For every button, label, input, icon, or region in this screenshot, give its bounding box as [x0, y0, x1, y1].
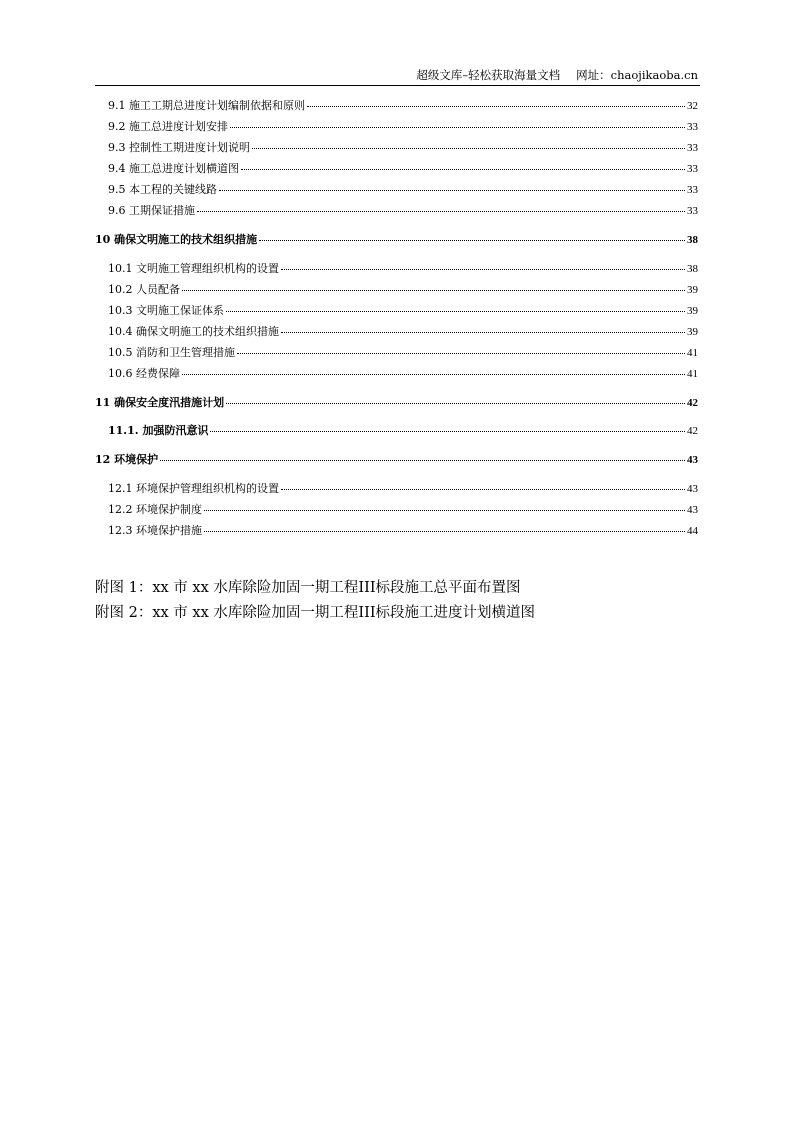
- toc-entry-page: 39: [687, 305, 698, 317]
- toc-entry-10-6[interactable]: [108, 367, 698, 381]
- toc-entry-9-1[interactable]: [108, 99, 698, 113]
- page-header: [95, 64, 700, 86]
- toc-chapter-page: 38: [687, 234, 698, 246]
- toc-entry-10-2[interactable]: [108, 283, 698, 297]
- header-site-name: 超级文库–轻松获取海量文档: [416, 68, 561, 82]
- toc-entry-page: 43: [687, 504, 698, 516]
- dot-leader: [252, 148, 685, 149]
- toc-entry-title: 12.3 环境保护措施: [108, 524, 202, 537]
- toc-entry-10-1[interactable]: [108, 262, 698, 276]
- toc-chapter-10[interactable]: [95, 233, 698, 247]
- toc-entry-title: 9.3 控制性工期进度计划说明: [108, 141, 250, 154]
- toc-entry-title: 10.2 人员配备: [108, 283, 180, 296]
- dot-leader: [219, 190, 685, 191]
- toc-entry-title: 10.4 确保文明施工的技术组织措施: [108, 325, 279, 338]
- toc-entry-12-1[interactable]: [108, 482, 698, 496]
- dot-leader: [230, 127, 685, 128]
- dot-leader: [307, 106, 685, 107]
- dot-leader: [281, 269, 685, 270]
- toc-entry-9-4[interactable]: [108, 162, 698, 176]
- dot-leader: [182, 290, 685, 291]
- toc-entry-title: 9.2 施工总进度计划安排: [108, 120, 228, 133]
- dot-leader: [259, 240, 685, 241]
- toc-entry-10-5[interactable]: [108, 346, 698, 360]
- header-url: 网址：chaojikaoba.cn: [576, 68, 698, 82]
- toc-chapter-12[interactable]: [95, 453, 698, 467]
- dot-leader: [182, 374, 685, 375]
- dot-leader: [160, 460, 685, 461]
- toc-entry-page: 32: [687, 100, 698, 112]
- toc-entry-page: 33: [687, 121, 698, 133]
- toc-entry-page: 42: [687, 425, 698, 437]
- toc-entry-9-3[interactable]: [108, 141, 698, 155]
- toc-entry-page: 43: [687, 483, 698, 495]
- toc-entry-10-4[interactable]: [108, 325, 698, 339]
- toc-entry-title: 10.6 经费保障: [108, 367, 180, 380]
- toc-entry-title: 11.1. 加强防汛意识: [108, 424, 209, 437]
- toc-entry-9-6[interactable]: [108, 204, 698, 218]
- dot-leader: [197, 211, 685, 212]
- dot-leader: [226, 403, 685, 404]
- toc-entry-title: 9.5 本工程的关键线路: [108, 183, 217, 196]
- annex-figure-2: 附图 2：xx 市 xx 水库除险加固一期工程III标段施工进度计划横道图: [95, 605, 536, 621]
- toc-entry-page: 41: [687, 347, 698, 359]
- toc-entry-11-1[interactable]: [108, 424, 698, 438]
- dot-leader: [210, 431, 685, 432]
- annex-figure-1: 附图 1：xx 市 xx 水库除险加固一期工程III标段施工总平面布置图: [95, 580, 521, 596]
- toc-entry-title: 12.2 环境保护制度: [108, 503, 202, 516]
- toc-chapter-title: 12 环境保护: [95, 453, 159, 466]
- toc-entry-title: 10.1 文明施工管理组织机构的设置: [108, 262, 279, 275]
- toc-entry-page: 33: [687, 163, 698, 175]
- toc-entry-page: 33: [687, 184, 698, 196]
- toc-entry-9-5[interactable]: [108, 183, 698, 197]
- toc-entry-page: 39: [687, 284, 698, 296]
- toc-entry-title: 10.3 文明施工保证体系: [108, 304, 224, 317]
- dot-leader: [226, 311, 685, 312]
- toc-entry-title: 9.1 施工工期总进度计划编制依据和原则: [108, 99, 305, 112]
- toc-entry-12-2[interactable]: [108, 503, 698, 517]
- dot-leader: [281, 489, 685, 490]
- toc-entry-page: 39: [687, 326, 698, 338]
- toc-entry-title: 9.4 施工总进度计划横道图: [108, 162, 239, 175]
- dot-leader: [281, 332, 685, 333]
- toc-entry-title: 10.5 消防和卫生管理措施: [108, 346, 235, 359]
- toc-entry-10-3[interactable]: [108, 304, 698, 318]
- toc-entry-9-2[interactable]: [108, 120, 698, 134]
- toc-entry-12-3[interactable]: [108, 524, 698, 538]
- dot-leader: [204, 510, 685, 511]
- toc-entry-page: 38: [687, 263, 698, 275]
- toc-entry-page: 33: [687, 205, 698, 217]
- toc-chapter-11[interactable]: [95, 396, 698, 410]
- dot-leader: [237, 353, 685, 354]
- toc-entry-title: 9.6 工期保证措施: [108, 204, 195, 217]
- toc-chapter-title: 11 确保安全度汛措施计划: [95, 396, 225, 409]
- toc-chapter-page: 43: [687, 454, 698, 466]
- toc-entry-page: 33: [687, 142, 698, 154]
- toc-entry-title: 12.1 环境保护管理组织机构的设置: [108, 482, 279, 495]
- toc-chapter-page: 42: [687, 397, 698, 409]
- toc-entry-page: 44: [687, 525, 698, 537]
- header-text: [416, 67, 698, 83]
- dot-leader: [204, 531, 685, 532]
- dot-leader: [241, 169, 685, 170]
- toc-entry-page: 41: [687, 368, 698, 380]
- toc-chapter-title: 10 确保文明施工的技术组织措施: [95, 233, 258, 246]
